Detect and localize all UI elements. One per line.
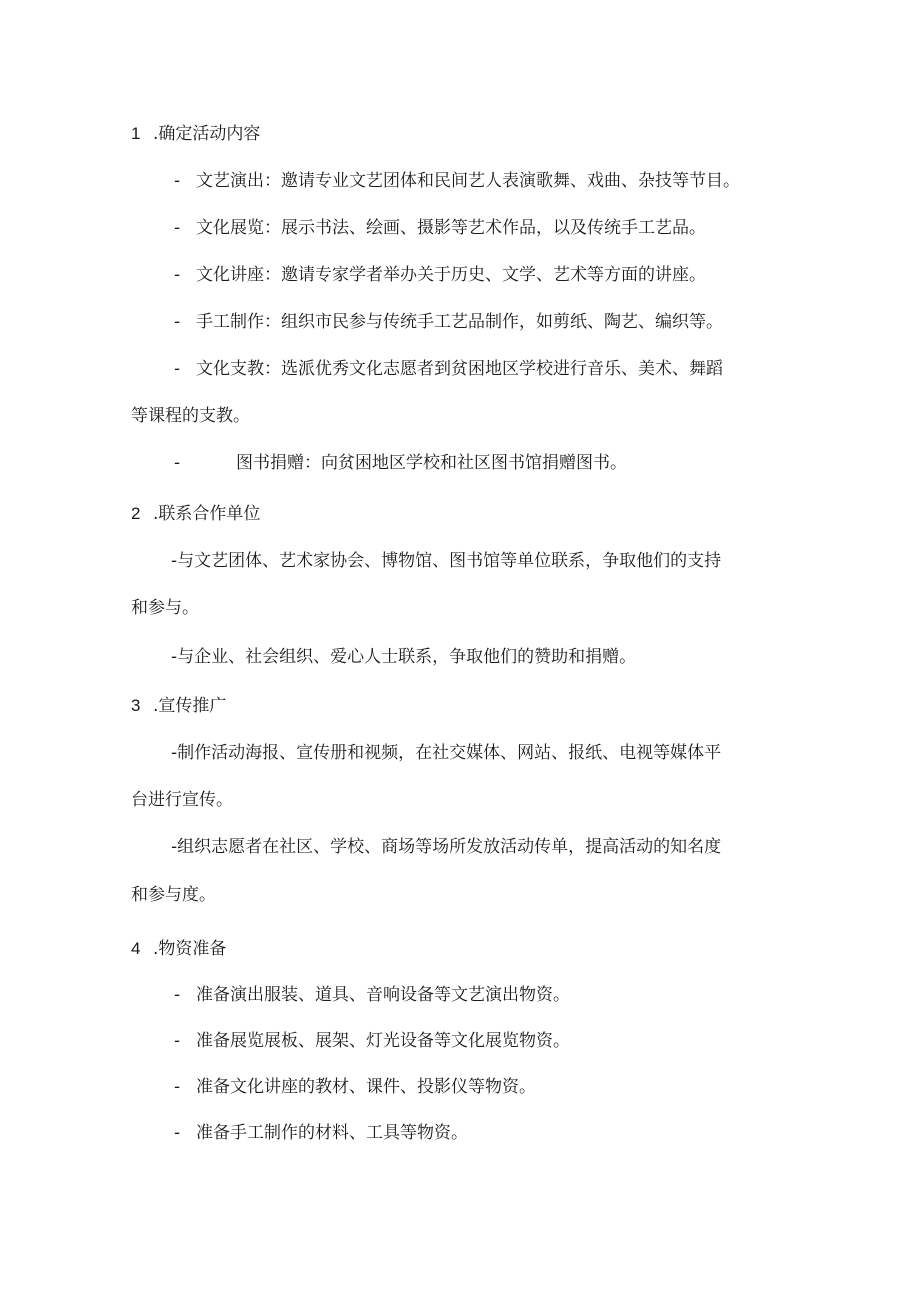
list-item-continuation: 和参与。 [131,598,199,618]
list-item-text: 文化支教：选派优秀文化志愿者到贫困地区学校进行音乐、美术、舞蹈 [196,359,723,379]
list-item-text: 手工制作：组织市民参与传统手工艺品制作，如剪纸、陶艺、编织等。 [196,312,723,332]
list-item-text: 文艺演出：邀请专业文艺团体和民间艺人表演歌舞、戏曲、杂技等节目。 [196,171,740,191]
list-item-text: -与企业、社会组织、爱心人士联系，争取他们的赞助和捐赠。 [171,647,637,667]
list-dash: - [174,359,181,379]
list-item-text: 准备演出服装、道具、音响设备等文艺演出物资。 [196,985,570,1005]
list-item-text: 文化展览：展示书法、绘画、摄影等艺术作品，以及传统手工艺品。 [196,218,706,238]
list-item-continuation: 台进行宣传。 [131,790,233,810]
list-dash: - [174,171,181,191]
list-item-text: 准备手工制作的材料、工具等物资。 [196,1123,468,1143]
section-number: 3 [131,696,141,715]
list-item-continuation: 和参与度。 [131,885,216,905]
section-title: .宣传推广 [153,696,227,716]
list-dash: - [174,265,181,285]
list-item [174,216,706,240]
section-heading [131,937,226,961]
list-item [174,1029,570,1053]
list-item [174,1075,536,1099]
list-item-text: -制作活动海报、宣传册和视频，在社交媒体、网站、报纸、电视等媒体平 [171,743,722,763]
section-number: 4 [131,939,141,958]
list-item [174,451,627,475]
list-item [174,169,740,193]
list-dash: - [174,1123,181,1143]
list-item-text: 文化讲座：邀请专家学者举办关于历史、文学、艺术等方面的讲座。 [196,265,706,285]
section-title: .联系合作单位 [153,504,261,524]
list-item [174,310,723,334]
list-item-text: -组织志愿者在社区、学校、商场等场所发放活动传单，提高活动的知名度 [171,837,722,857]
section-heading [131,122,260,146]
section-heading [131,694,226,718]
list-item-text: 准备文化讲座的教材、课件、投影仪等物资。 [196,1077,536,1097]
list-dash: - [174,218,181,238]
list-item-text: 图书捐赠：向贫困地区学校和社区图书馆捐赠图书。 [236,453,627,473]
section-title: .确定活动内容 [153,124,261,144]
list-dash: - [174,1077,181,1097]
section-heading [131,502,260,526]
list-item [174,357,723,381]
list-item-text: 准备展览展板、展架、灯光设备等文化展览物资。 [196,1031,570,1051]
section-title: .物资准备 [153,939,227,959]
section-number: 1 [131,124,141,143]
list-dash: - [174,985,181,1005]
list-item-continuation: 等课程的支教。 [131,406,250,426]
list-dash: - [174,453,181,473]
list-item [174,983,570,1007]
list-dash: - [174,1031,181,1051]
list-item [174,263,706,287]
section-number: 2 [131,504,141,523]
list-item-text: -与文艺团体、艺术家协会、博物馆、图书馆等单位联系，争取他们的支持 [171,551,722,571]
list-dash: - [174,312,181,332]
list-item [174,1121,468,1145]
